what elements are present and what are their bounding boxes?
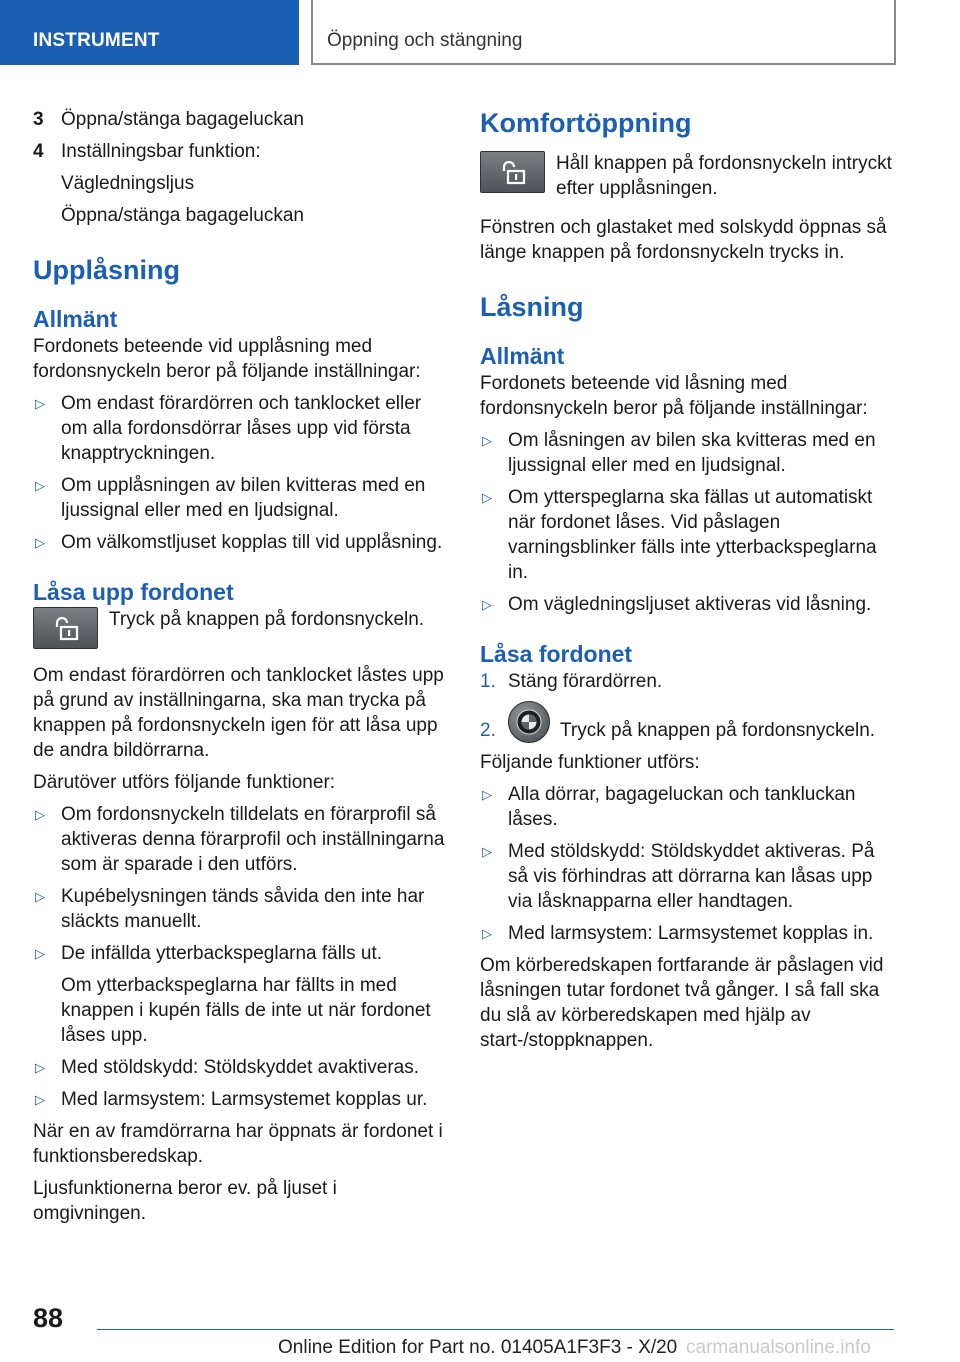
footer-divider: [97, 1329, 894, 1330]
heading-general: Allmänt: [480, 343, 565, 369]
list-item-text: Om endast förardörren och tanklocket eller om alla fordonsdörrar låses upp vid första knapptryckningen.: [61, 393, 422, 464]
header-section: INSTRUMENT: [0, 0, 299, 65]
list-item-text: Om ytterspeglarna ska fällas ut automatiskt när fordonet låses. Vid påslagen varningsblinker fälls inte ytterbackspeglarna in.: [508, 487, 877, 583]
heading-locking: Låsning: [480, 292, 584, 322]
list-item: [33, 473, 448, 523]
step-text: Tryck på knappen på fordonsnyckeln.: [560, 720, 876, 741]
numbered-item: [33, 107, 448, 132]
hold-text: Håll knappen på fordonsnyckeln intryckt efter upplåsningen.: [556, 153, 892, 199]
right-column: [480, 107, 898, 1060]
step-number: 1.: [480, 671, 496, 692]
bullet-icon: ▷: [35, 946, 45, 961]
bullet-icon: ▷: [35, 1060, 45, 1075]
step-item: [480, 701, 898, 743]
list-item: [33, 884, 448, 934]
bullet-icon: ▷: [35, 535, 45, 550]
sub-item: Öppna/stänga bagageluckan: [61, 205, 304, 226]
paragraph: Därutöver utförs följande funktioner:: [33, 772, 336, 793]
paragraph: Fönstren och glastaket med solskydd öppnas så länge knappen på fordonsnyckeln trycks in.: [480, 217, 887, 263]
bullet-icon: ▷: [482, 787, 492, 802]
list-item-text: Med stöldskydd: Stöldskyddet avaktiveras.: [61, 1057, 420, 1078]
list-item-text: Om upplåsningen av bilen kvitteras med en ljussignal eller med en ljudsignal.: [61, 475, 426, 521]
bullet-icon: ▷: [482, 844, 492, 859]
list-item: [480, 592, 898, 617]
intro-text: Fordonets beteende vid upplåsning med fordonsnyckeln beror på följande inställningar:: [33, 336, 421, 382]
paragraph: Om körberedskapen fortfarande är påslagen vid låsningen tutar fordonet två gånger. I så fall ska du slå av körberedskapen med hjälp av start-/stoppknappen.: [480, 955, 884, 1051]
paragraph: Följande funktioner utförs:: [480, 752, 700, 773]
step-text: Stäng förardörren.: [508, 671, 663, 692]
bmw-logo-icon: [508, 701, 550, 743]
list-item: [33, 802, 448, 877]
bullet-icon: ▷: [35, 478, 45, 493]
paragraph: Ljusfunktionerna beror ev. på ljuset i omgivningen.: [33, 1178, 337, 1224]
bullet-icon: ▷: [35, 807, 45, 822]
list-item-text: Med larmsystem: Larmsystemet kopplas ur.: [61, 1089, 428, 1110]
list-item-text: Om välkomstljuset kopplas till vid upplåsning.: [61, 532, 443, 553]
header-title: Öppning och stängning: [311, 0, 896, 65]
heading-lock-vehicle: Låsa fordonet: [480, 641, 633, 667]
list-item-text: Med stöldskydd: Stöldskyddet aktiveras. På så vis förhindras att dörrarna kan låsas upp via låsknapparna eller handtagen.: [508, 841, 875, 912]
bullet-icon: ▷: [35, 1092, 45, 1107]
item-number: 4: [33, 141, 44, 162]
heading-unlocking: Upplåsning: [33, 255, 180, 285]
heading-unlock-vehicle: Låsa upp fordonet: [33, 579, 234, 605]
unlock-icon: [33, 607, 98, 649]
list-item: [33, 1087, 448, 1112]
item-text: Inställningsbar funktion:: [61, 141, 261, 162]
press-text: Tryck på knappen på fordonsnyckeln.: [109, 609, 425, 630]
list-item-text: Med larmsystem: Larmsystemet kopplas in.: [508, 923, 874, 944]
mirror-note: Om ytterbackspeglarna har fällts in med knappen i kupén fälls de inte ut när fordonet låses upp.: [61, 975, 431, 1046]
sub-item: Vägledningsljus: [61, 173, 195, 194]
list-item: [33, 391, 448, 466]
list-item: [480, 839, 898, 914]
step-item: [480, 669, 898, 694]
comfort-instruction: [480, 151, 898, 201]
bullet-icon: ▷: [35, 396, 45, 411]
numbered-item: [33, 139, 448, 164]
list-item-text: Om låsningen av bilen ska kvitteras med en ljussignal eller med en ljudsignal.: [508, 430, 876, 476]
list-item: [480, 485, 898, 585]
bullet-icon: ▷: [482, 490, 492, 505]
item-text: Öppna/stänga bagageluckan: [61, 109, 304, 130]
page-number: 88: [33, 1303, 64, 1333]
list-item: [480, 428, 898, 478]
heading-general: Allmänt: [33, 306, 118, 332]
bullet-icon: ▷: [482, 926, 492, 941]
list-item: [480, 921, 898, 946]
step-number: 2.: [480, 720, 496, 741]
list-item: [480, 782, 898, 832]
bullet-icon: ▷: [35, 889, 45, 904]
item-number: 3: [33, 109, 44, 130]
list-item-text: Om fordonsnyckeln tilldelats en förarprofil så aktiveras denna förarprofil och inställningarna som är sparade i den utförs.: [61, 804, 445, 875]
bullet-icon: ▷: [482, 597, 492, 612]
list-item: [33, 530, 448, 555]
paragraph: Om endast förardörren och tanklocket låstes upp på grund av inställningarna, ska man trycka på knappen på fordonsnyckeln igen för att låsa upp de andra bildörrarna.: [33, 665, 444, 761]
list-item: [33, 941, 448, 966]
bullet-icon: ▷: [482, 433, 492, 448]
heading-comfort-opening: Komfortöppning: [480, 108, 692, 138]
list-item: [33, 1055, 448, 1080]
unlock-instruction: [33, 607, 448, 649]
paragraph: När en av framdörrarna har öppnats är fordonet i funktionsberedskap.: [33, 1121, 443, 1167]
list-item-text: Alla dörrar, bagageluckan och tankluckan låses.: [508, 784, 856, 830]
watermark: carmanualsonline.info: [686, 1337, 871, 1358]
intro-text: Fordonets beteende vid låsning med fordonsnyckeln beror på följande inställningar:: [480, 373, 868, 419]
footer-edition: Online Edition for Part no. 01405A1F3F3 - X/20: [278, 1337, 678, 1358]
list-item-text: Om vägledningsljuset aktiveras vid låsning.: [508, 594, 872, 615]
unlock-icon: [480, 151, 545, 193]
list-item-text: De infällda ytterbackspeglarna fälls ut.: [61, 943, 383, 964]
left-column: [33, 107, 448, 1233]
list-item-text: Kupébelysningen tänds såvida den inte har släckts manuellt.: [61, 886, 425, 932]
